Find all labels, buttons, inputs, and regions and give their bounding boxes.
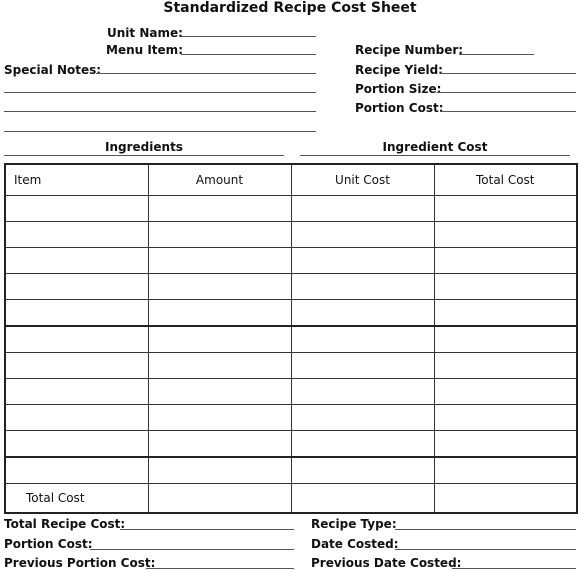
total-cost-cell[interactable] [434,484,577,514]
table-header-row [5,164,577,196]
ingredient-cost-underline [300,155,570,156]
cell-item[interactable] [5,405,148,431]
cell-amount[interactable] [148,222,291,248]
column-header-amount: Amount [148,164,291,196]
footer-portion-cost-label: Portion Cost: [4,537,93,551]
recipe-type-label: Recipe Type: [311,517,397,531]
cell-unit-cost[interactable] [291,248,434,274]
recipe-number-field[interactable] [459,54,534,55]
column-header-unit-cost: Unit Cost [291,164,434,196]
portion-size-label: Portion Size: [355,82,442,96]
total-unit-cost-cell[interactable] [291,484,434,514]
cell-total-cost[interactable] [434,353,577,379]
special-notes-field-3[interactable] [4,111,316,112]
table-row [5,300,577,327]
total-recipe-cost-label: Total Recipe Cost: [4,517,126,531]
cell-total-cost[interactable] [434,379,577,405]
cell-amount[interactable] [148,379,291,405]
cell-item[interactable] [5,379,148,405]
cell-amount[interactable] [148,196,291,222]
date-costed-field[interactable] [395,549,576,550]
cell-unit-cost[interactable] [291,431,434,458]
special-notes-field-1[interactable] [96,73,316,74]
table-row [5,222,577,248]
cell-total-cost[interactable] [434,431,577,458]
special-notes-field-2[interactable] [4,92,316,93]
cell-item[interactable] [5,457,148,484]
cell-unit-cost[interactable] [291,457,434,484]
cell-item[interactable] [5,196,148,222]
ingredient-cost-table [4,163,578,514]
date-costed-label: Date Costed: [311,537,399,551]
cell-amount[interactable] [148,326,291,353]
portion-size-field[interactable] [437,92,576,93]
cell-unit-cost[interactable] [291,196,434,222]
cell-total-cost[interactable] [434,405,577,431]
cell-total-cost[interactable] [434,248,577,274]
total-cost-row [5,484,577,514]
cell-item[interactable] [5,326,148,353]
cell-amount[interactable] [148,274,291,300]
total-amount-cell[interactable] [148,484,291,514]
cell-unit-cost[interactable] [291,300,434,327]
cell-item[interactable] [5,353,148,379]
cell-amount[interactable] [148,457,291,484]
cell-amount[interactable] [148,405,291,431]
cell-unit-cost[interactable] [291,326,434,353]
recipe-yield-field[interactable] [440,73,576,74]
cell-item[interactable] [5,431,148,458]
total-cost-label: Total Cost [5,484,148,514]
unit-name-label: Unit Name: [107,26,183,40]
cell-total-cost[interactable] [434,274,577,300]
ingredients-underline [4,155,284,156]
cell-item[interactable] [5,248,148,274]
recipe-type-field[interactable] [395,529,576,530]
cell-unit-cost[interactable] [291,274,434,300]
cell-amount[interactable] [148,248,291,274]
table-row [5,326,577,353]
previous-date-costed-field[interactable] [452,568,576,569]
table-row [5,379,577,405]
cell-total-cost[interactable] [434,196,577,222]
ingredients-heading: Ingredients [105,140,183,154]
cell-unit-cost[interactable] [291,353,434,379]
recipe-number-label: Recipe Number: [355,43,464,57]
table-row [5,196,577,222]
recipe-yield-label: Recipe Yield: [355,63,443,77]
special-notes-label: Special Notes: [4,63,102,77]
total-recipe-cost-field[interactable] [120,529,294,530]
portion-cost-label: Portion Cost: [355,101,444,115]
table-row [5,274,577,300]
cell-total-cost[interactable] [434,222,577,248]
table-row [5,248,577,274]
previous-portion-cost-field[interactable] [146,568,294,569]
cell-amount[interactable] [148,300,291,327]
cell-total-cost[interactable] [434,300,577,327]
footer-portion-cost-field[interactable] [90,549,294,550]
table-row [5,457,577,484]
table-row [5,353,577,379]
special-notes-field-4[interactable] [4,131,316,132]
cell-item[interactable] [5,222,148,248]
cell-item[interactable] [5,300,148,327]
cell-unit-cost[interactable] [291,405,434,431]
cell-total-cost[interactable] [434,326,577,353]
menu-item-field[interactable] [181,54,316,55]
cell-unit-cost[interactable] [291,222,434,248]
cell-unit-cost[interactable] [291,379,434,405]
previous-date-costed-label: Previous Date Costed: [311,556,462,570]
cell-item[interactable] [5,274,148,300]
cell-amount[interactable] [148,431,291,458]
ingredient-cost-heading: Ingredient Cost [382,140,488,154]
column-header-item: Item [5,164,148,196]
table-row [5,431,577,458]
previous-portion-cost-label: Previous Portion Cost: [4,556,156,570]
portion-cost-field[interactable] [440,111,576,112]
column-header-total-cost: Total Cost [434,164,577,196]
cell-amount[interactable] [148,353,291,379]
unit-name-field[interactable] [181,36,316,37]
table-row [5,405,577,431]
menu-item-label: Menu Item: [106,43,183,57]
cell-total-cost[interactable] [434,457,577,484]
page-title: Standardized Recipe Cost Sheet [163,0,417,16]
